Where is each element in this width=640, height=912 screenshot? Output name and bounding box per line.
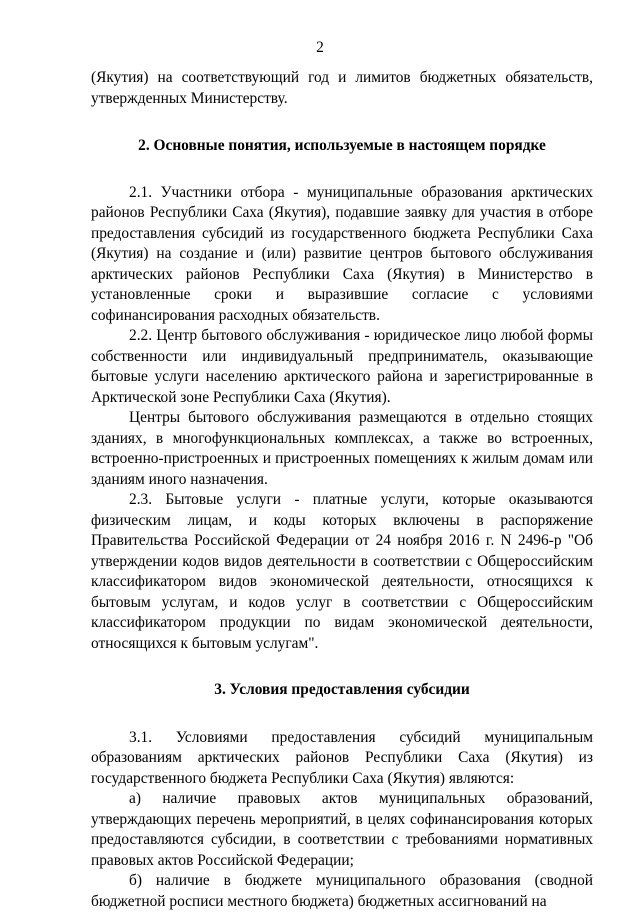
paragraph-continuation: (Якутия) на соответствующий год и лимитов бюджетных обязательств, утвержденных Министерству.	[91, 69, 593, 107]
section-heading-3: 3. Условия предоставления субсидии	[214, 681, 470, 698]
paragraph-2-2: 2.2. Центр бытового обслуживания - юридическое лицо любой формы собственности или индивидуальный предприниматель, оказывающие бытовые услуги населению арктического района и зарегистрированные в Арктической зоне Республики Саха (Якутия).	[91, 327, 593, 406]
paragraph-2-3: 2.3. Бытовые услуги - платные услуги, которые оказываются физическим лицам, и коды которых включены в распоряжение Правительства Российской Федерации от 24 ноября 2016 г. N 2496-р "Об утверждении кодов видов деятельности в соответствии с Общероссийским классификатором видов экономической деятельности, относящихся к бытовым услугам, и кодов услуг в соответствии с Общероссийским классификатором продукции по видам экономической деятельности, относящихся к бытовым услугам".	[91, 491, 593, 652]
paragraph-3-1-b: б) наличие в бюджете муниципального образования (сводной бюджетной росписи местного бюджета) бюджетных ассигнований на	[91, 872, 593, 910]
paragraph-2-2-note: Центры бытового обслуживания размещаются в отдельно стоящих зданиях, в многофункциональных комплексах, а также во встроенных, встроенно-пристроенных и пристроенных помещениях к жилым домам или зданиям иного назначения.	[91, 409, 593, 488]
paragraph-3-1: 3.1. Условиями предоставления субсидий муниципальным образованиям арктических районов Республики Саха (Якутия) из государственного бюджета Республики Саха (Якутия) являются:	[91, 728, 593, 787]
paragraph-2-1: 2.1. Участники отбора - муниципальные образования арктических районов Республики Саха (Якутия), подавшие заявку для участия в отборе предоставления субсидий из государственного бюджета Республики Саха (Якутия) на создание и (или) развитие центров бытового обслуживания арктических районов Республики Саха (Якутия) в Министерство в установленные сроки и выразившие согласие с условиями софинансирования расходных обязательств.	[91, 183, 593, 324]
paragraph-3-1-a: а) наличие правовых актов муниципальных образований, утверждающих перечень мероприятий, в целях софинансирования которых предоставляются субсидии, в соответствии с требованиями нормативных правовых актов Российской Федерации;	[91, 790, 593, 869]
section-heading-2: 2. Основные понятия, используемые в настоящем порядке	[138, 137, 546, 154]
document-body	[91, 68, 593, 912]
page-number: 2	[316, 39, 324, 56]
